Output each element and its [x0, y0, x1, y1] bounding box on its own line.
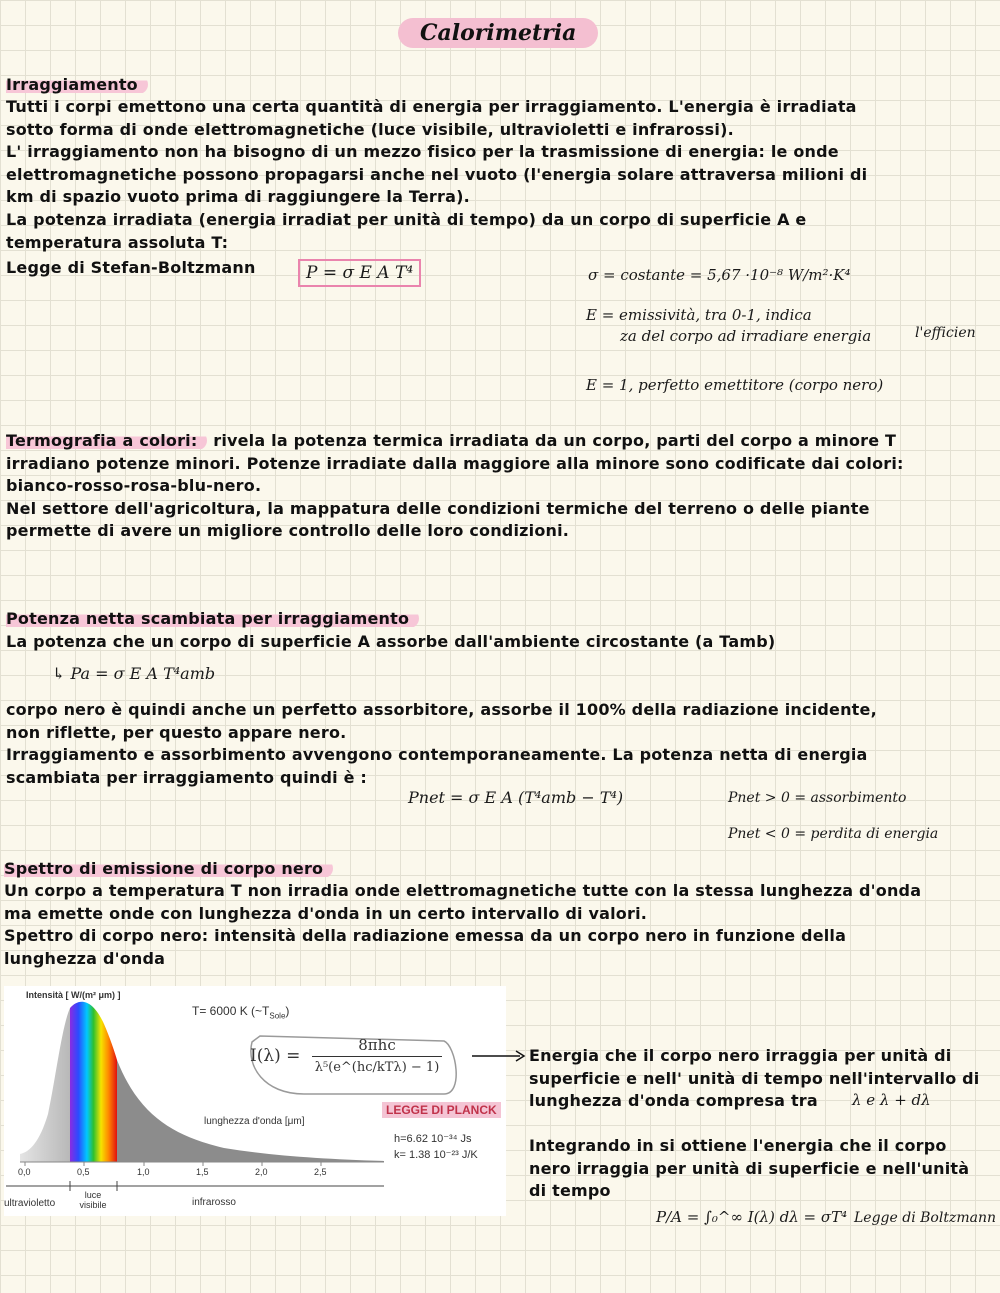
planck-law-label: LEGGE DI PLANCK [382, 1102, 501, 1118]
region-uv-label: ultravioletto [4, 1198, 56, 1209]
h-constant: h=6.62 10⁻³⁴ Js [394, 1133, 472, 1145]
text-line: Spettro di corpo nero: intensità della radiazione emessa da un corpo nero in funzione della [4, 926, 847, 946]
section-heading: Potenza netta scambiata per irraggiamento [6, 609, 419, 628]
text-line: Integrando in si ottiene l'energia che il corpo [529, 1136, 947, 1155]
section-irraggiamento-heading [6, 74, 148, 97]
x-tick-label: 0,5 [77, 1167, 90, 1177]
text-line: permette di avere un migliore controllo delle loro condizioni. [6, 521, 570, 541]
planck-figure [4, 986, 506, 1216]
planck-numerator: 8πhc [312, 1036, 442, 1057]
x-tick-label: 2,5 [314, 1167, 327, 1177]
epsilon-efficiency-note: l'efficien [915, 325, 976, 341]
text-line: di tempo [529, 1181, 611, 1201]
section-spettro-heading [4, 858, 333, 881]
temperature-label [192, 1004, 289, 1020]
text-line: Nel settore dell'agricoltura, la mappatura delle condizioni termiche del terreno o delle piante [6, 498, 870, 518]
text-line: ma emette onde con lunghezza d'onda in un certo intervallo di valori. [4, 903, 648, 923]
text-line: superficie e nell' unità di tempo nell'intervallo di [529, 1068, 980, 1088]
boltzmann-integral: P/A = ∫₀^∞ I(λ) dλ = σT⁴ [656, 1208, 848, 1226]
planck-lhs: I(λ) = [250, 1046, 301, 1066]
section-potenza-heading [6, 608, 419, 631]
temp-close: ) [285, 1004, 290, 1018]
potenza-intro: La potenza che un corpo di superficie A assorbe dall'ambiente circostante (a Tamb) [6, 632, 776, 651]
text-line: non riflette, per questo appare nero. [6, 722, 347, 742]
figure-ylabel: Intensità [ W/(m² μm) ] [26, 990, 121, 1000]
section-heading: Termografia a colori: [6, 431, 207, 450]
region-visible-line1: luce [84, 1190, 102, 1200]
figure-xlabel: lunghezza d'onda [μm] [204, 1116, 305, 1127]
x-tick-label: 1,0 [137, 1167, 150, 1177]
text-line: temperatura assoluta T: [6, 232, 229, 252]
potenza-body [6, 699, 996, 789]
text-line: nero irraggia per unità di superficie e nell'unità [529, 1158, 970, 1178]
planck-denominator: λ⁵(e^(hc/kTλ) − 1) [314, 1060, 440, 1075]
text-line: scambiata per irraggiamento quindi è : [6, 767, 368, 787]
termografia-block [6, 430, 996, 543]
law-label: Legge di Stefan-Boltzmann [6, 258, 256, 277]
region-visible-line2: visibile [79, 1200, 107, 1210]
text-line: irradiano potenze minori. Potenze irradiate dalla maggiore alla minore sono codificate dai colori: [6, 453, 904, 473]
uv-region [20, 1008, 70, 1162]
text-line: lunghezza d'onda [4, 948, 166, 968]
text-line: Irraggiamento e assorbimento avvengono contemporaneamente. La potenza netta di energia [6, 745, 868, 765]
pnet-positive-note: Pnet > 0 = assorbimento [728, 790, 907, 806]
page-title-pill [398, 20, 598, 46]
text-line: Un corpo a temperatura T non irradia onde elettromagnetiche tutte con la stessa lunghezza d'onda [4, 881, 922, 900]
text-line: sotto forma di onde elettromagnetiche (luce visibile, ultravioletti e infrarossi). [6, 119, 734, 139]
pnet-negative-note: Pnet < 0 = perdita di energia [728, 826, 939, 842]
irraggiamento-body [6, 96, 996, 254]
spectrum-graphic [4, 986, 506, 1216]
pa-formula: ↳ Pa = σ E A T⁴amb [52, 664, 216, 683]
epsilon-one-note: E = 1, perfetto emettitore (corpo nero) [586, 376, 884, 394]
region-visible-label [74, 1190, 112, 1210]
temp-label-text: T= 6000 K (~T [192, 1004, 270, 1018]
integration-explanation [529, 1135, 999, 1203]
k-constant: k= 1.38 10⁻²³ J/K [394, 1149, 478, 1161]
text-line: L' irraggiamento non ha bisogno di un mezzo fisico per la trasmissione di energia: le onde [6, 142, 839, 162]
pnet-formula: Pnet = σ E A (T⁴amb − T⁴) [408, 788, 624, 807]
stefan-boltzmann-formula: P = σ E A T⁴ [298, 259, 421, 287]
epsilon-note-2: za del corpo ad irradiare energia [620, 327, 872, 345]
visible-region [70, 1002, 117, 1162]
text-line: Energia che il corpo nero irraggia per unità di [529, 1046, 952, 1065]
spettro-body [4, 880, 998, 970]
section-heading: Irraggiamento [6, 75, 148, 94]
epsilon-note-1: E = emissività, tra 0-1, indica [586, 306, 812, 324]
page-title: Calorimetria [398, 18, 598, 48]
termografia-first-line [6, 430, 996, 453]
text-line: rivela la potenza termica irradiata da un corpo, parti del corpo a minore T [207, 431, 897, 450]
temp-subscript: Sole [269, 1011, 286, 1021]
x-tick-label: 2,0 [255, 1167, 268, 1177]
text-line: corpo nero è quindi anche un perfetto assorbitore, assorbe il 100% della radiazione incidente, [6, 700, 877, 719]
text-line: km di spazio vuoto prima di raggiungere la Terra). [6, 187, 470, 207]
text-line: Tutti i corpi emettono una certa quantità di energia per irraggiamento. L'energia è irradiata [6, 97, 857, 116]
text-line: lunghezza d'onda compresa tra [529, 1091, 818, 1111]
text-line: La potenza irradiata (energia irradiat per unità di tempo) da un corpo di superficie A e [6, 209, 807, 229]
arrow-right-icon [470, 1048, 530, 1064]
interval-note: λ e λ + dλ [852, 1091, 931, 1109]
sigma-note: σ = costante = 5,67 ·10⁻⁸ W/m²·K⁴ [588, 266, 851, 284]
x-tick-label: 1,5 [196, 1167, 209, 1177]
infrared-region [117, 1060, 384, 1162]
section-heading: Spettro di emissione di corpo nero [4, 859, 333, 878]
x-tick-label: 0,0 [18, 1167, 31, 1177]
region-ir-label: infrarosso [192, 1197, 236, 1208]
planck-fraction [312, 1036, 442, 1075]
boltzmann-law-label: Legge di Boltzmann [854, 1210, 996, 1226]
text-line: bianco-rosso-rosa-blu-nero. [6, 476, 262, 496]
text-line: elettromagnetiche possono propagarsi anche nel vuoto (l'energia solare attraversa milioni di [6, 164, 868, 184]
